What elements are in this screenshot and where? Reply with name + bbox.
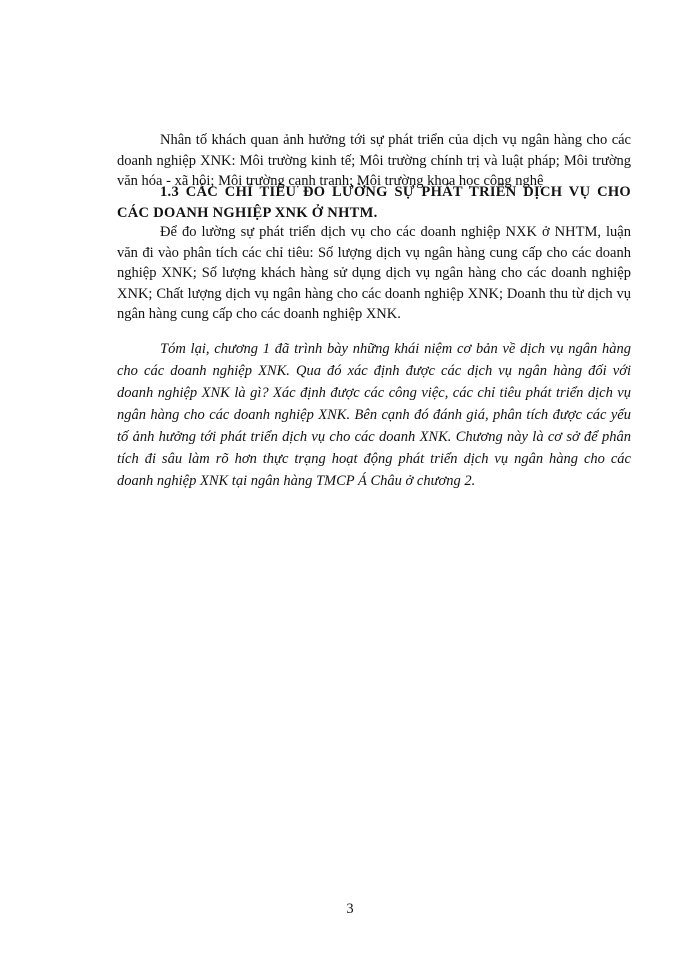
paragraph-chapter-summary: Tóm lại, chương 1 đã trình bày những khái niệm cơ bản về dịch vụ ngân hàng cho các doanh nghiệp XNK. Qua đó xác định được các dịch vụ ngân hàng đối với doanh nghiệp XNK là gì? Xác định được các công việc, các chỉ tiêu phát triển dịch vụ ngân hàng cho các doanh nghiệp XNK. Bên cạnh đó đánh giá, phân tích được các yếu tố ảnh hưởng tới phát triển dịch vụ cho các doanh XNK. Chương này là cơ sở để phân tích đi sâu làm rõ hơn thực trạng hoạt động phát triển dịch vụ ngân hàng cho các doanh nghiệp XNK tại ngân hàng TMCP Á Châu ở chương 2. (117, 341, 631, 489)
paragraph-external-factors: Nhân tố khách quan ảnh hưởng tới sự phát triển của dịch vụ ngân hàng cho các doanh nghiệp XNK: Môi trường kinh tế; Môi trường chính trị và luật pháp; Môi trường văn hóa - xã hội; Môi trường cạnh tranh; Môi trường khoa học công nghệ (117, 132, 631, 189)
section-heading: 1.3 CÁC CHỈ TIÊU ĐO LƯỜNG SỰ PHÁT TRIỂN DỊCH VỤ CHO CÁC DOANH NGHIỆP XNK Ở NHTM. (117, 184, 631, 221)
paragraph-indicators: Để đo lường sự phát triển dịch vụ cho các doanh nghiệp NXK ở NHTM, luận văn đi vào phân tích các chỉ tiêu: Số lượng dịch vụ ngân hàng cung cấp cho các doanh nghiệp XNK; Số lượng khách hàng sử dụng dịch vụ ngân hàng cho các doanh nghiệp XNK; Chất lượng dịch vụ ngân hàng cho các doanh nghiệp XNK; Doanh thu từ dịch vụ ngân hàng cung cấp cho các doanh nghiệp XNK. (117, 224, 631, 322)
page-number: 3 (346, 901, 354, 917)
